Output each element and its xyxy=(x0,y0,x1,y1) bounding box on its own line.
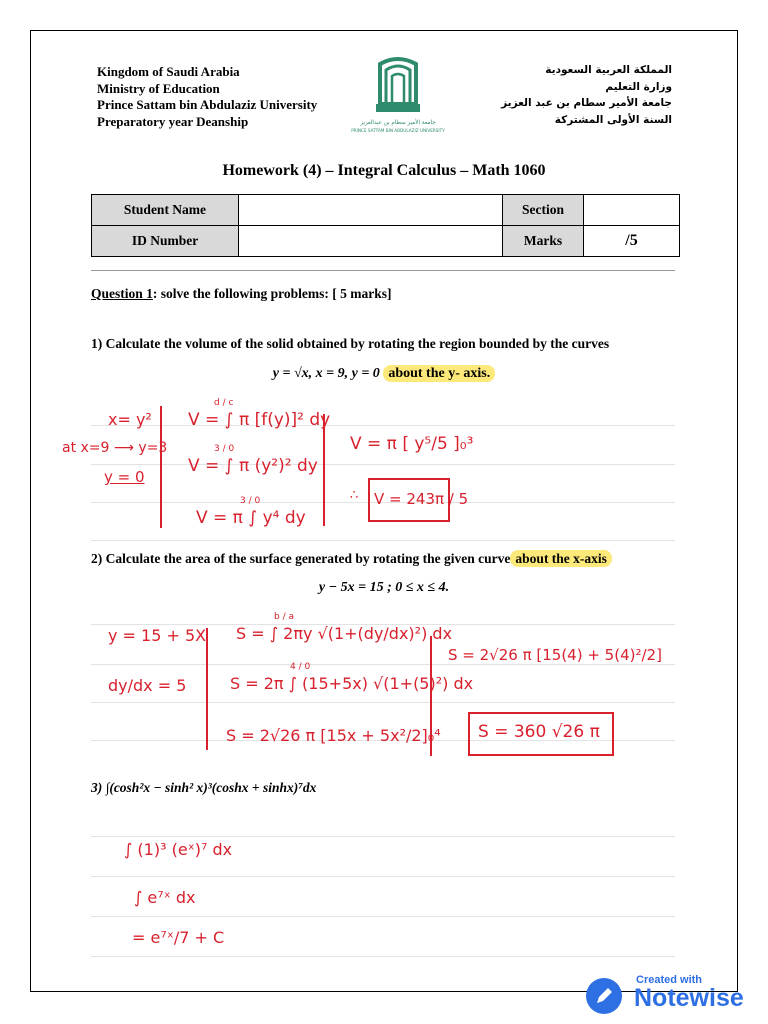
hw-s2-a1: y = 15 + 5X xyxy=(108,626,207,645)
problem-2-highlight: about the x-axis xyxy=(510,550,612,567)
logo-text-en: PRINCE SATTAM BIN ABDULAZIZ UNIVERSITY xyxy=(351,128,445,133)
notewise-badge xyxy=(586,974,766,1018)
notewise-pen-icon xyxy=(586,978,622,1014)
homework-title: Homework (4) – Integral Calculus – Math 1060 xyxy=(222,162,546,179)
ruled-line xyxy=(91,876,675,877)
section-label: Section xyxy=(503,195,584,226)
header-separator xyxy=(91,270,675,271)
problem-2-math: y − 5x = 15 ; 0 ≤ x ≤ 4. xyxy=(318,580,450,595)
header-left xyxy=(97,64,317,130)
hw-s1-b2-limits: 3 / 0 xyxy=(214,444,235,454)
student-info-table xyxy=(91,194,680,257)
notewise-created-with: Created with xyxy=(636,974,703,986)
ruled-line xyxy=(91,956,675,957)
ruled-line xyxy=(91,464,675,465)
question-heading xyxy=(91,286,392,302)
problem-3-text: 3) ∫(cosh²x − sinh² x)³(coshx + sinhx)⁷dx xyxy=(91,780,317,795)
marks-label: Marks xyxy=(503,226,584,257)
section-field[interactable] xyxy=(584,195,680,226)
hw-s2-a2: dy/dx = 5 xyxy=(108,676,187,695)
header-left-line: Preparatory year Deanship xyxy=(97,113,249,129)
ruled-line xyxy=(91,540,675,541)
header-right-line: جامعة الأمير سطام بن عبد العزيز xyxy=(501,97,672,109)
hw-s2-b2-limits: 4 / 0 xyxy=(290,662,311,672)
hw-s3-l2: ∫ e⁷ˣ dx xyxy=(134,888,196,907)
hw-s2-b1: S = ∫ 2πy √(1+(dy/dx)²) dx xyxy=(236,624,453,643)
hw-s1-a3: y = 0 xyxy=(104,468,145,486)
id-number-field[interactable] xyxy=(239,226,503,257)
hw-s1-b3-limits: 3 / 0 xyxy=(240,496,261,506)
ruled-line xyxy=(91,425,675,426)
hw-s2-c1: S = 2√26 π [15(4) + 5(4)²/2] xyxy=(448,646,662,664)
hw-s1-b2: V = ∫ π (y²)² dy xyxy=(188,456,318,476)
ruled-line xyxy=(91,664,675,665)
problem-1-highlight: about the y- axis. xyxy=(383,365,495,382)
problem-1-math: y = √x, x = 9, y = 0 xyxy=(272,366,380,381)
hw-s1-a1: x= y² xyxy=(108,410,152,429)
id-number-label: ID Number xyxy=(92,226,239,257)
hw-s2-b3: S = 2√26 π [15x + 5x²/2]₀⁴ xyxy=(226,726,441,745)
question-number: Question 1 xyxy=(91,286,153,301)
student-name-label: Student Name xyxy=(92,195,239,226)
hw-s3-l1: ∫ (1)³ (eˣ)⁷ dx xyxy=(124,840,233,859)
hw-s2-b2: S = 2π ∫ (15+5x) √(1+(5)²) dx xyxy=(230,674,474,693)
header-right-line: المملكة العربية السعودية xyxy=(545,64,672,76)
ruled-line xyxy=(91,836,675,837)
problem-1-equation xyxy=(0,366,768,382)
problem-2-text-before: 2) Calculate the area of the surface generated by rotating the given curve xyxy=(91,551,511,566)
hw-s1-answer: V = 243π / 5 xyxy=(374,490,469,508)
hw-divider xyxy=(430,636,432,756)
hw-s3-l3: = e⁷ˣ/7 + C xyxy=(132,928,225,947)
header-left-line: Prince Sattam bin Abdulaziz University xyxy=(97,97,318,112)
header-left-line: Ministry of Education xyxy=(97,80,220,96)
ruled-line xyxy=(91,916,675,917)
notewise-brand: Notewise xyxy=(634,984,744,1012)
hw-divider xyxy=(206,628,208,750)
hw-s2-answer: S = 360 √26 π xyxy=(478,722,600,742)
logo-text-ar: جامعة الأمير سطام بن عبدالعزيز xyxy=(360,120,436,126)
university-logo xyxy=(346,56,450,136)
ruled-line xyxy=(91,702,675,703)
student-name-field[interactable] xyxy=(239,195,503,226)
problem-2-text xyxy=(91,551,612,567)
header-right-line: وزارة التعليم xyxy=(605,80,672,93)
marks-value: /5 xyxy=(584,226,680,257)
header-left-line: Kingdom of Saudi Arabia xyxy=(97,64,240,79)
header-right xyxy=(501,62,672,128)
hw-s1-therefore: ∴ xyxy=(350,488,359,503)
hw-s1-c1: V = π [ y⁵/5 ]₀³ xyxy=(350,434,474,454)
hw-s2-b1-limits: b / a xyxy=(274,612,294,622)
question-instructions: : solve the following problems: [ 5 marks] xyxy=(152,286,392,301)
hw-divider xyxy=(323,414,325,526)
hw-divider xyxy=(160,406,162,528)
hw-s1-b1-limits: d / c xyxy=(214,398,234,408)
header-right-line: السنة الأولى المشتركة xyxy=(554,113,672,126)
hw-s1-b1: V = ∫ π [f(y)]² dy xyxy=(188,410,331,430)
hw-s1-b3: V = π ∫ y⁴ dy xyxy=(196,508,306,528)
hw-s1-a2: at x=9 ⟶ y=3 xyxy=(62,440,168,456)
problem-1-text: 1) Calculate the volume of the solid obtained by rotating the region bounded by the curves xyxy=(91,336,610,351)
